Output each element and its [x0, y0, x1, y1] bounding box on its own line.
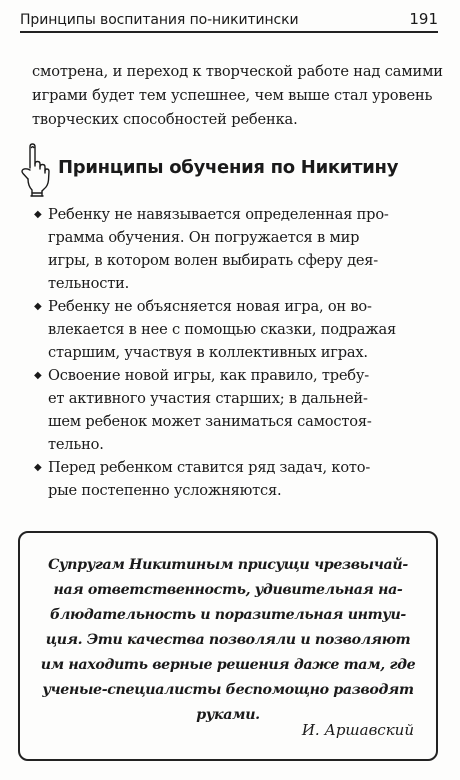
intro-line: творческих способностей ребенка.	[32, 111, 298, 128]
pointing-hand-icon	[16, 142, 50, 198]
section-heading-text: Принципы обучения по Никитину	[58, 157, 399, 178]
list-item-line: влекается в нее с помощью сказки, подражая	[48, 321, 397, 338]
list-item-line: ет активного участия старших; в дальней-	[48, 390, 368, 407]
list-item	[30, 203, 435, 295]
quote-line: Супругам Никитиным присущи чрезвычай-	[48, 557, 408, 573]
diamond-bullet-icon: ◆	[34, 462, 42, 473]
list-item-line: старшим, участвуя в коллективных играх.	[48, 344, 368, 361]
quote-line: ученые-специалисты беспомощно разводят	[42, 682, 414, 698]
list-item	[30, 456, 435, 502]
intro-line: смотрена, и переход к творческой работе над самими	[32, 63, 443, 80]
quote-box	[18, 531, 438, 761]
principles-list	[30, 203, 435, 502]
list-item	[30, 364, 435, 456]
quote-text	[20, 553, 436, 728]
list-item-line: рые постепенно усложняются.	[48, 482, 282, 499]
quote-line: ная ответственность, удивительная на-	[53, 582, 403, 598]
diamond-bullet-icon: ◆	[34, 209, 42, 220]
list-item-line: шем ребенок может заниматься самостоя-	[48, 413, 372, 430]
quote-line: руками.	[196, 707, 260, 723]
intro-paragraph	[32, 60, 443, 132]
list-item-line: тельно.	[48, 436, 104, 453]
quote-author: И. Аршавский	[301, 721, 414, 739]
list-item-line: грамма обучения. Он погружается в мир	[48, 229, 360, 246]
list-item-line: Ребенку не навязывается определенная про-	[48, 206, 389, 223]
list-item	[30, 295, 435, 364]
list-item-line: Ребенку не объясняется новая игра, он во-	[48, 298, 372, 315]
running-header	[20, 4, 438, 33]
list-item-line: Перед ребенком ставится ряд задач, кото-	[48, 459, 371, 476]
list-item-line: игры, в котором волен выбирать сферу дея-	[48, 252, 379, 269]
quote-line: блюдательность и поразительная интуи-	[50, 607, 406, 623]
diamond-bullet-icon: ◆	[34, 301, 42, 312]
intro-line: играми будет тем успешнее, чем выше стал уровень	[32, 87, 433, 104]
quote-line: им находить верные решения даже там, где	[40, 657, 416, 673]
list-item-line: Освоение новой игры, как правило, требу-	[48, 367, 369, 384]
section-heading	[16, 142, 436, 200]
quote-line: ция. Эти качества позволяли и позволяют	[45, 632, 411, 648]
diamond-bullet-icon: ◆	[34, 370, 42, 381]
page-number: 191	[409, 10, 438, 28]
list-item-line: тельности.	[48, 275, 130, 292]
running-title: Принципы воспитания по-никитински	[20, 12, 299, 28]
